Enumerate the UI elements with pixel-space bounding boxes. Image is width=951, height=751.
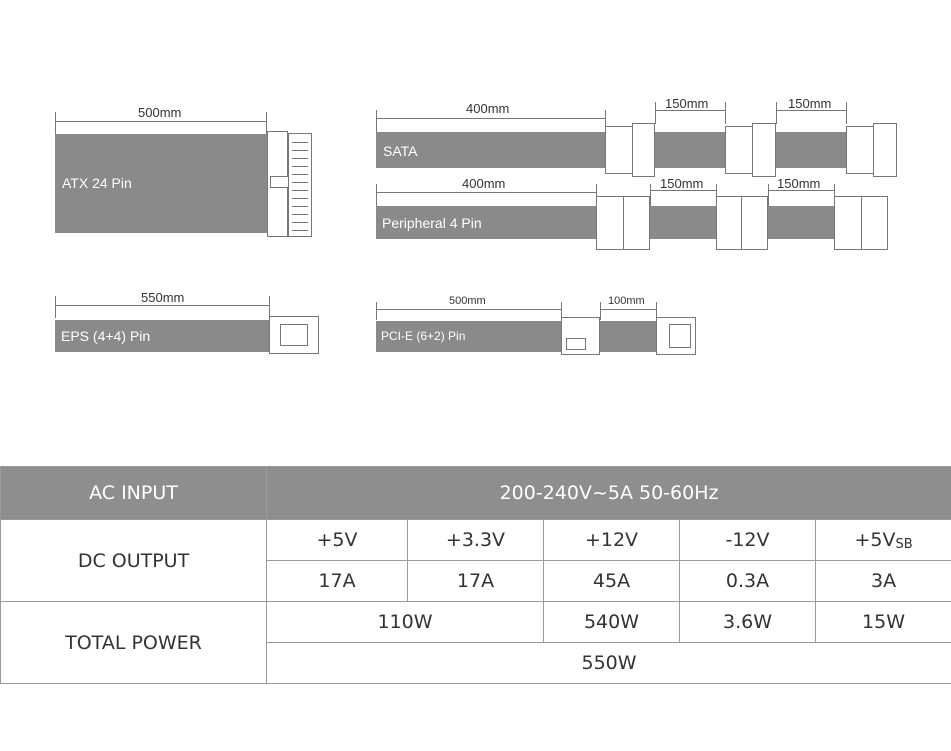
rail-neg12v: -12V [680, 520, 816, 561]
eps-connector [269, 316, 319, 354]
sata-connector-1-body [632, 123, 655, 177]
atx-cable [55, 134, 267, 233]
dim-tick [655, 102, 656, 124]
dim-tick [55, 296, 56, 318]
ac-input-label: AC INPUT [1, 467, 267, 520]
sata-length-3: 150mm [788, 96, 832, 111]
dim-line [55, 305, 269, 306]
current-neg12v: 0.3A [680, 561, 816, 602]
dim-tick [846, 102, 847, 124]
atx-label: ATX 24 Pin [62, 175, 132, 191]
peripheral-length-3: 150mm [777, 176, 821, 191]
sata-connector-3-body [873, 123, 897, 177]
eps-cable [55, 320, 269, 352]
rail-3v3: +3.3V [408, 520, 544, 561]
sata-connector-2-body [752, 123, 776, 177]
eps-pin-block [280, 324, 308, 346]
eps-length: 550mm [141, 290, 185, 305]
atx-length: 500mm [138, 105, 182, 120]
dim-tick [55, 112, 56, 134]
eps-label: EPS (4+4) Pin [61, 328, 151, 344]
pcie-pin-block [669, 324, 691, 348]
pcie-splitter [561, 317, 600, 355]
peripheral-label: Peripheral 4 Pin [382, 215, 482, 231]
current-5vsb: 3A [816, 561, 951, 602]
dim-tick [650, 184, 651, 206]
dim-tick [376, 110, 377, 132]
dim-line [376, 118, 605, 119]
molex-connector-1 [596, 196, 624, 250]
rail-5vsb-sub: SB [895, 536, 913, 552]
sata-cable-seg-1 [376, 132, 605, 168]
dim-tick [768, 184, 769, 206]
peripheral-cable-seg-2 [650, 206, 716, 239]
pcie-length-1: 500mm [449, 295, 486, 307]
peripheral-cable-seg-3 [768, 206, 834, 239]
sata-cable-seg-3 [776, 132, 846, 168]
peripheral-cable-seg-1 [376, 206, 596, 239]
dim-tick [725, 102, 726, 124]
dim-tick [776, 102, 777, 124]
molex-connector-2 [716, 196, 742, 250]
rail-5vsb-main: +5V [854, 528, 896, 551]
power-5vsb: 15W [816, 602, 951, 643]
peripheral-length-1: 400mm [462, 176, 506, 191]
dim-tick [600, 302, 601, 320]
molex-connector-3 [834, 196, 862, 250]
dim-tick [376, 302, 377, 320]
total-power-row [1, 602, 951, 643]
spec-table [0, 466, 951, 684]
power-5v-3v3: 110W [267, 602, 544, 643]
sata-connector-1 [605, 126, 633, 174]
ac-input-value: 200-240V~5A 50-60Hz [267, 467, 951, 520]
total-power-label: TOTAL POWER [1, 602, 267, 684]
dc-output-rails-row [1, 520, 951, 561]
dim-line [376, 192, 596, 193]
current-3v3: 17A [408, 561, 544, 602]
pcie-label: PCI-E (6+2) Pin [381, 329, 466, 343]
molex-connector-2-body [741, 196, 768, 250]
pcie-connector [656, 317, 696, 355]
ac-input-row [1, 467, 951, 520]
rail-12v: +12V [544, 520, 680, 561]
power-neg12v: 3.6W [680, 602, 816, 643]
pcie-splitter-pins [566, 338, 586, 350]
current-5v: 17A [267, 561, 408, 602]
rail-5vsb [816, 520, 951, 561]
dim-line [55, 121, 266, 122]
current-12v: 45A [544, 561, 680, 602]
dim-line [376, 309, 561, 310]
dim-tick [269, 296, 270, 318]
sata-label: SATA [383, 143, 418, 159]
atx-pin-grid [292, 136, 308, 234]
molex-connector-3-body [861, 196, 888, 250]
atx-connector-pins [288, 133, 312, 237]
sata-length-2: 150mm [665, 96, 709, 111]
sata-connector-3 [846, 126, 874, 174]
sata-length-1: 400mm [466, 101, 510, 116]
molex-connector-1-body [623, 196, 650, 250]
pcie-length-2: 100mm [608, 295, 645, 307]
sata-cable-seg-2 [655, 132, 725, 168]
dim-line [600, 309, 656, 310]
power-total: 550W [267, 643, 951, 684]
peripheral-length-2: 150mm [660, 176, 704, 191]
rail-5v: +5V [267, 520, 408, 561]
dc-output-label: DC OUTPUT [1, 520, 267, 602]
sata-connector-2 [725, 126, 753, 174]
dim-tick [376, 184, 377, 206]
power-12v: 540W [544, 602, 680, 643]
pcie-cable-seg-1 [376, 321, 561, 352]
pcie-cable-seg-2 [600, 321, 656, 352]
